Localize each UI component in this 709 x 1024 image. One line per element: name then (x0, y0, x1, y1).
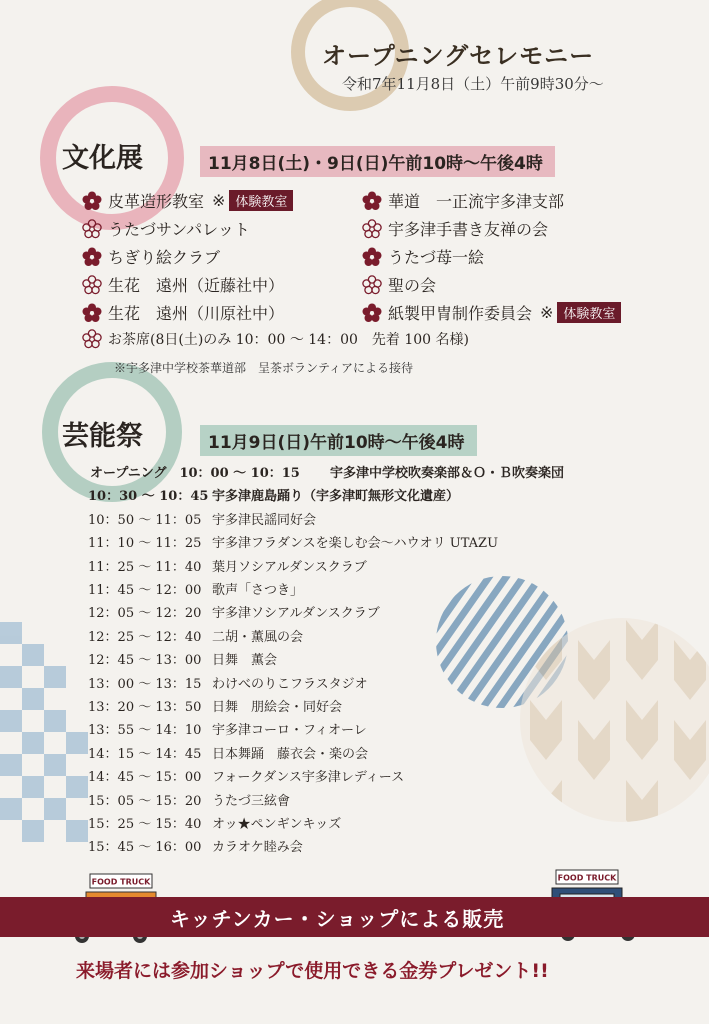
plum-flower-icon (82, 247, 102, 267)
culture-item-label: 皮革造形教室 (108, 192, 205, 211)
culture-item-label: 生花 遠州（川原社中） (108, 304, 285, 323)
truck-sign-text: FOOD TRUCK (91, 877, 151, 887)
schedule-act: 葉月ソシアルダンスクラブ (212, 559, 367, 575)
schedule-row (90, 462, 564, 481)
workshop-badge: 体験教室 (229, 190, 293, 211)
schedule-row (88, 509, 316, 528)
culture-item-label: 宇多津手書き友禅の会 (388, 220, 549, 239)
tea-note: ※宇多津中学校茶華道部 呈茶ボランティアによる接待 (114, 361, 414, 375)
schedule-time: 14：45 ～ 15：00 (88, 770, 202, 786)
culture-item (82, 189, 293, 212)
schedule-row (88, 626, 303, 645)
schedule-time: 13：00 ～ 13：15 (88, 676, 202, 692)
schedule-act: カラオケ睦み会 (212, 840, 303, 856)
culture-item-label: お茶席(8日(土)のみ 10：00 ～ 14：00 先着 100 名様) (108, 332, 469, 348)
schedule-time: 15：25 ～ 15：40 (88, 817, 202, 832)
culture-item (82, 217, 250, 240)
culture-item-label: うたづ苺一絵 (388, 248, 485, 267)
schedule-row (88, 649, 277, 668)
schedule-time: 11：45 ～ 12：00 (88, 583, 202, 598)
schedule-act: 宇多津ソシアルダンスクラブ (212, 606, 380, 622)
schedule-time: 12：45 ～ 13：00 (88, 653, 202, 669)
schedule-time: 12：05 ～ 12：20 (88, 606, 202, 622)
culture-item-label: 生花 遠州（近藤社中） (108, 276, 285, 295)
kitchen-car-banner-text: キッチンカー・ショップによる販売 (170, 907, 505, 931)
culture-item-label: うたづサンパレット (108, 220, 250, 239)
voucher-message: 来場者には参加ショップで使用できる金券プレゼント!! (76, 960, 549, 982)
schedule-row (88, 485, 459, 504)
culture-item (82, 245, 220, 268)
culture-item-label: 華道 一正流宇多津支部 (388, 192, 565, 211)
schedule-act: 宇多津中学校吹奏楽部＆Ｏ・Ｂ吹奏楽団 (330, 466, 565, 481)
performance-festival-title: 芸能祭 (62, 421, 143, 452)
schedule-act: 宇多津コーロ・フィオーレ (212, 723, 367, 739)
plum-flower-icon (362, 191, 382, 211)
schedule-act: わけべのりこフラスタジオ (212, 676, 368, 692)
culture-item (362, 273, 436, 296)
plum-flower-icon (82, 191, 102, 211)
culture-item-mark: ※ (540, 303, 554, 322)
culture-item-label: ちぎり絵クラブ (108, 248, 221, 267)
plum-flower-icon (82, 303, 102, 323)
culture-item-tea (82, 329, 469, 349)
culture-item (82, 301, 284, 324)
plum-flower-outline-icon (362, 219, 382, 239)
schedule-time: 10：30 ～ 10：45 (88, 489, 209, 505)
culture-item-label: 紙製甲冑制作委員会 (388, 304, 533, 323)
schedule-row (88, 532, 498, 551)
schedule-time: 15：45 ～ 16：00 (88, 840, 202, 856)
workshop-badge: 体験教室 (557, 302, 621, 323)
schedule-row (88, 602, 380, 621)
schedule-act: 宇多津民謡同好会 (212, 512, 317, 528)
truck-sign-text: FOOD TRUCK (557, 873, 617, 883)
schedule-time: オープニング 10：00 ～ 10：15 (90, 466, 300, 481)
culture-item-label: 聖の会 (388, 276, 437, 295)
schedule-row (88, 836, 303, 855)
opening-ceremony-title: オープニングセレモニー (322, 42, 595, 70)
schedule-act: 歌声「さつき」 (212, 583, 304, 598)
opening-ceremony-date: 令和7年11月8日（土）午前9時30分～ (342, 75, 604, 93)
culture-exhibition-title: 文化展 (62, 143, 143, 174)
schedule-time: 15：05 ～ 15：20 (88, 793, 202, 809)
schedule-time: 14：15 ～ 14：45 (88, 746, 202, 762)
schedule-act: うたづ三絃會 (212, 793, 291, 809)
culture-item (362, 189, 564, 212)
schedule-time: 10：50 ～ 11：05 (88, 512, 202, 528)
blue-checker-pattern (0, 622, 88, 842)
schedule-row (88, 813, 341, 832)
schedule-row (88, 696, 342, 715)
plum-flower-outline-icon (82, 329, 102, 349)
plum-flower-icon (362, 303, 382, 323)
schedule-row (88, 790, 290, 809)
plum-flower-outline-icon (82, 219, 102, 239)
schedule-time: 11：10 ～ 11：25 (88, 536, 202, 552)
schedule-act: 日本舞踊 藤衣会・楽の会 (212, 746, 369, 762)
culture-item (362, 301, 621, 324)
schedule-act: 日舞 薫会 (212, 653, 278, 669)
culture-item (82, 273, 284, 296)
culture-item (362, 217, 548, 240)
schedule-row (88, 556, 367, 575)
plum-flower-icon (362, 247, 382, 267)
plum-flower-outline-icon (82, 275, 102, 295)
schedule-row (88, 719, 367, 738)
schedule-time: 13：20 ～ 13：50 (88, 700, 202, 715)
schedule-row (88, 743, 368, 762)
schedule-row (88, 673, 368, 692)
schedule-act: 宇多津フラダンスを楽しむ会～ハウオリ UTAZU (212, 536, 499, 552)
schedule-row (88, 766, 404, 785)
culture-item-mark: ※ (212, 191, 226, 210)
schedule-time: 11：25 ～ 11：40 (88, 559, 202, 575)
schedule-row (88, 579, 303, 598)
arrow-feather-pattern-circle (520, 618, 709, 840)
schedule-act: オッ★ペンギンキッズ (212, 817, 342, 832)
culture-exhibition-date: 11月8日(土)・9日(日)午前10時～午後4時 (200, 146, 555, 177)
performance-festival-date: 11月9日(日)午前10時～午後4時 (200, 425, 477, 456)
schedule-act: 二胡・薫風の会 (212, 629, 304, 645)
schedule-time: 13：55 ～ 14：10 (88, 723, 202, 739)
plum-flower-outline-icon (362, 275, 382, 295)
schedule-act: フォークダンス宇多津レディース (212, 770, 405, 786)
schedule-act: 宇多津鹿島踊り（宇多津町無形文化遺産） (212, 489, 460, 505)
schedule-time: 12：25 ～ 12：40 (88, 629, 202, 645)
culture-item (362, 245, 484, 268)
schedule-act: 日舞 朋絵会・同好会 (212, 700, 343, 715)
